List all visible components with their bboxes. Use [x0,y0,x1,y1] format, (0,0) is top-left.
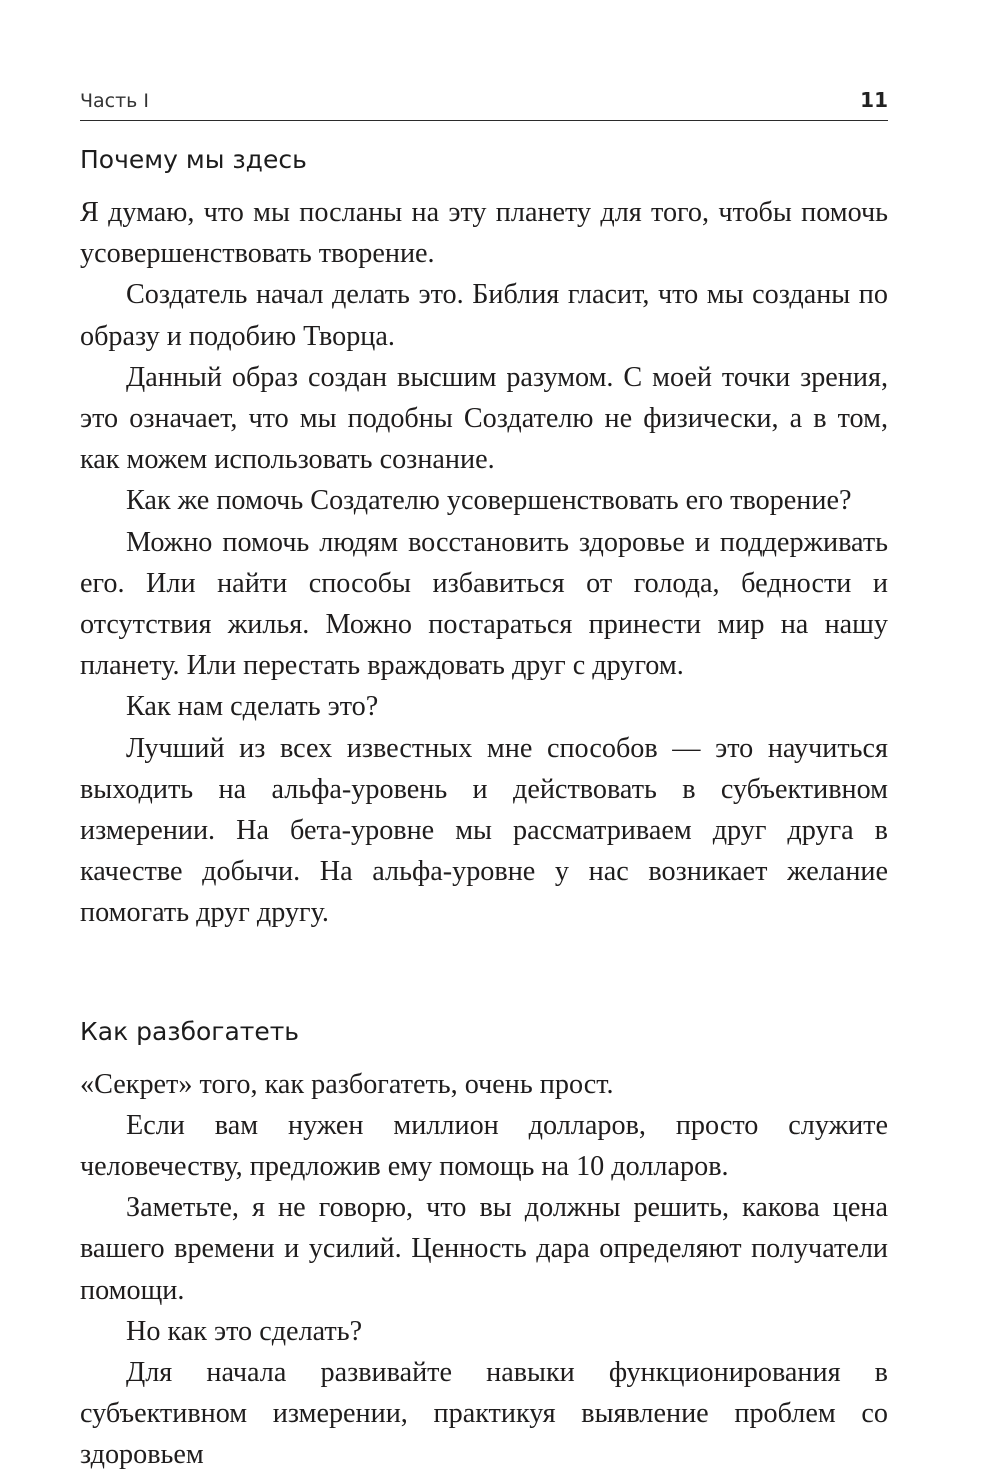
part-label: Часть I [80,90,150,112]
section-title-how-to-get-rich: Как разбогатеть [80,1016,300,1046]
paragraph: Лучший из всех известных мне способов — это научиться выходить на альфа-уровень и действовать в субъективном измерении. На бета-уровне мы рассматриваем друг друга в качестве добычи. На альфа-уровне у нас возникает желание помогать друг другу. [80,732,888,929]
paragraph: Можно помочь людям восстановить здоровье и поддерживать его. Или найти способы избавиться от голода, бедности и отсутствия жилья. Можно постараться принести мир на нашу планету. Или перестать враждовать друг с другом. [80,526,888,682]
paragraph: Данный образ создан высшим разумом. С моей точки зрения, это означает, что мы подобны Создателю не физически, а в том, как можем использовать сознание. [80,361,888,476]
paragraph: Но как это сделать? [126,1315,363,1347]
page-number: 11 [860,88,888,112]
paragraph: Если вам нужен миллион долларов, просто служите человечеству, предложив ему помощь на 10 долларов. [80,1109,888,1183]
running-header [80,86,888,121]
paragraph: Как нам сделать это? [126,691,379,723]
page-content [80,138,888,1476]
paragraph: «Секрет» того, как разбогатеть, очень прост. [80,1068,614,1100]
paragraph: Для начала развивайте навыки функционирования в субъективном измерении, практикуя выявление проблем со здоровьем [80,1357,888,1471]
paragraph: Заметьте, я не говорю, что вы должны решить, какова цена вашего времени и усилий. Ценность дара определяют получатели помощи. [80,1192,888,1306]
paragraph: Как же помочь Создателю усовершенствовать его творение? [126,485,852,517]
paragraph: Создатель начал делать это. Библия гласит, что мы созданы по образу и подобию Творца. [80,279,888,352]
section-title-why-we-are-here: Почему мы здесь [80,145,307,174]
paragraph: Я думаю, что мы посланы на эту планету для того, чтобы помочь усовершенствовать творение. [80,197,888,270]
